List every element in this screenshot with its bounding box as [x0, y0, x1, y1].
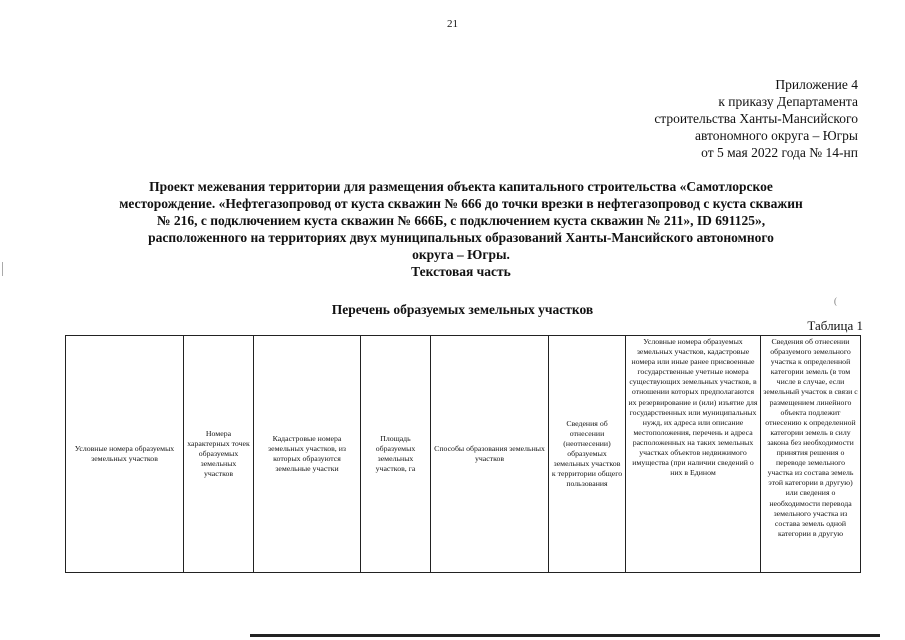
- header-cell: Площадь образуемых земельных участков, га: [361, 336, 431, 573]
- title-line: округа – Югры.: [412, 247, 510, 262]
- header-cell: Условные номера образуемых земельных участков: [66, 336, 184, 573]
- table-header-row: [66, 336, 861, 573]
- appendix-line: от 5 мая 2022 года № 14-нп: [701, 145, 858, 160]
- appendix-line: автономного округа – Югры: [695, 128, 858, 143]
- title-line: расположенного на территориях двух муниципальных образований Ханты-Мансийского автономного: [148, 230, 774, 245]
- document-title: [70, 178, 852, 280]
- page-number: 21: [447, 18, 458, 30]
- header-cell: Сведения об отнесении (неотнесении) образуемых земельных участков к территории общего пользования: [549, 336, 626, 573]
- appendix-line: Приложение 4: [775, 77, 858, 92]
- title-line: месторождение. «Нефтегазопровод от куста скважин № 666 до точки врезки в нефтегазопровод с куста скважин: [119, 196, 803, 211]
- header-cell: Сведения об отнесении образуемого земельного участка к определенной категории земель (в том числе в случае, если земельный участок в связи с размещением линейного объекта подлежит отнесению к определенной категории земель в силу закона без необходимости принятия решения о переводе земельного участка из состава земель этой категории в другую) или сведения о необходимости перевода земельного участка из состава земель одной категории в другую: [761, 336, 861, 573]
- list-title: Перечень образуемых земельных участков: [331, 302, 594, 317]
- title-line: Текстовая часть: [411, 264, 511, 279]
- header-cell: Кадастровые номера земельных участков, из которых образуются земельные участки: [254, 336, 361, 573]
- scan-speck: (: [834, 296, 837, 306]
- title-line: Проект межевания территории для размещения объекта капитального строительства «Самотлорское: [149, 179, 773, 194]
- land-plots-table: [65, 335, 861, 573]
- table-label: Таблица 1: [807, 318, 863, 333]
- header-cell: Условные номера образуемых земельных участков, кадастровые номера или иные ранее присвоенные государственные учетные номера существующих земельных участков, в отношении которых предполагаются их резервирование и (или) изъятие для государственных или муниципальных нужд, их адреса или описание местоположения, перечень и адреса расположенных на таких земельных участках объектов недвижимого имущества (при наличии сведений о них в Едином: [626, 336, 761, 573]
- appendix-line: к приказу Департамента: [718, 94, 858, 109]
- scan-margin-mark: [2, 262, 3, 276]
- page-bottom-rule: [250, 634, 880, 637]
- appendix-line: строительства Ханты-Мансийского: [654, 111, 858, 126]
- title-line: № 216, с подключением куста скважин № 666Б, с подключением куста скважин № 211», ID 691125»,: [156, 213, 766, 228]
- appendix-block: [528, 76, 858, 161]
- header-cell: Способы образования земельных участков: [431, 336, 549, 573]
- header-cell: Номера характерных точек образуемых земельных участков: [184, 336, 254, 573]
